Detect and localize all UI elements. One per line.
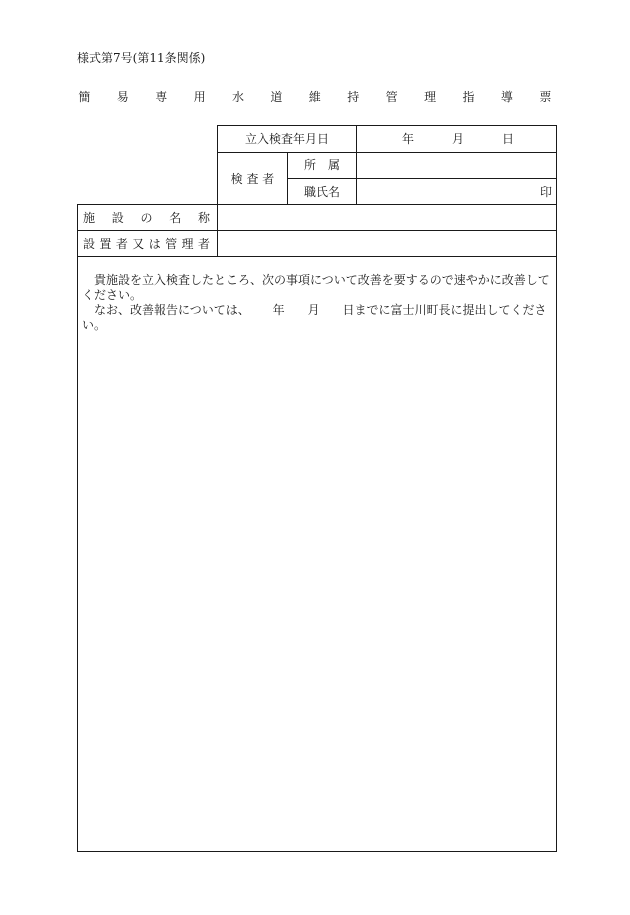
name-label: 職氏名 [303,185,340,199]
affiliation-field[interactable] [357,153,556,178]
date-month-label: 月 [452,132,465,146]
inspection-date-label: 立入検査年月日 [244,132,329,146]
seal-mark: 印 [540,185,553,199]
name-field[interactable] [357,179,556,204]
affiliation-label: 所 属 [303,158,340,172]
form-number: 様式第7号(第11条関係) [77,51,206,65]
inspector-label: 検 査 者 [230,172,275,186]
date-year-label: 年 [402,132,415,146]
installer-field[interactable] [218,231,556,256]
improvement-items-area[interactable] [79,325,555,849]
instruction-paragraph: 貴施設を立入検査したところ、次の事項について改善を要するので速やかに改善してください。 [82,273,550,302]
document-title: 簡 易 専 用 水 道 維 持 管 理 指 導 票 [78,90,563,104]
date-day-label: 日 [502,132,515,146]
facility-name-label: 施 設 の 名 称 [83,211,210,225]
facility-name-field[interactable] [218,205,556,230]
deadline-paragraph: なお、改善報告については、 年 月 日までに富士川町長に提出してください。 [82,303,547,332]
instruction-text [82,273,554,333]
installer-label: 設 置 者 又 は 管 理 者 [83,237,210,251]
